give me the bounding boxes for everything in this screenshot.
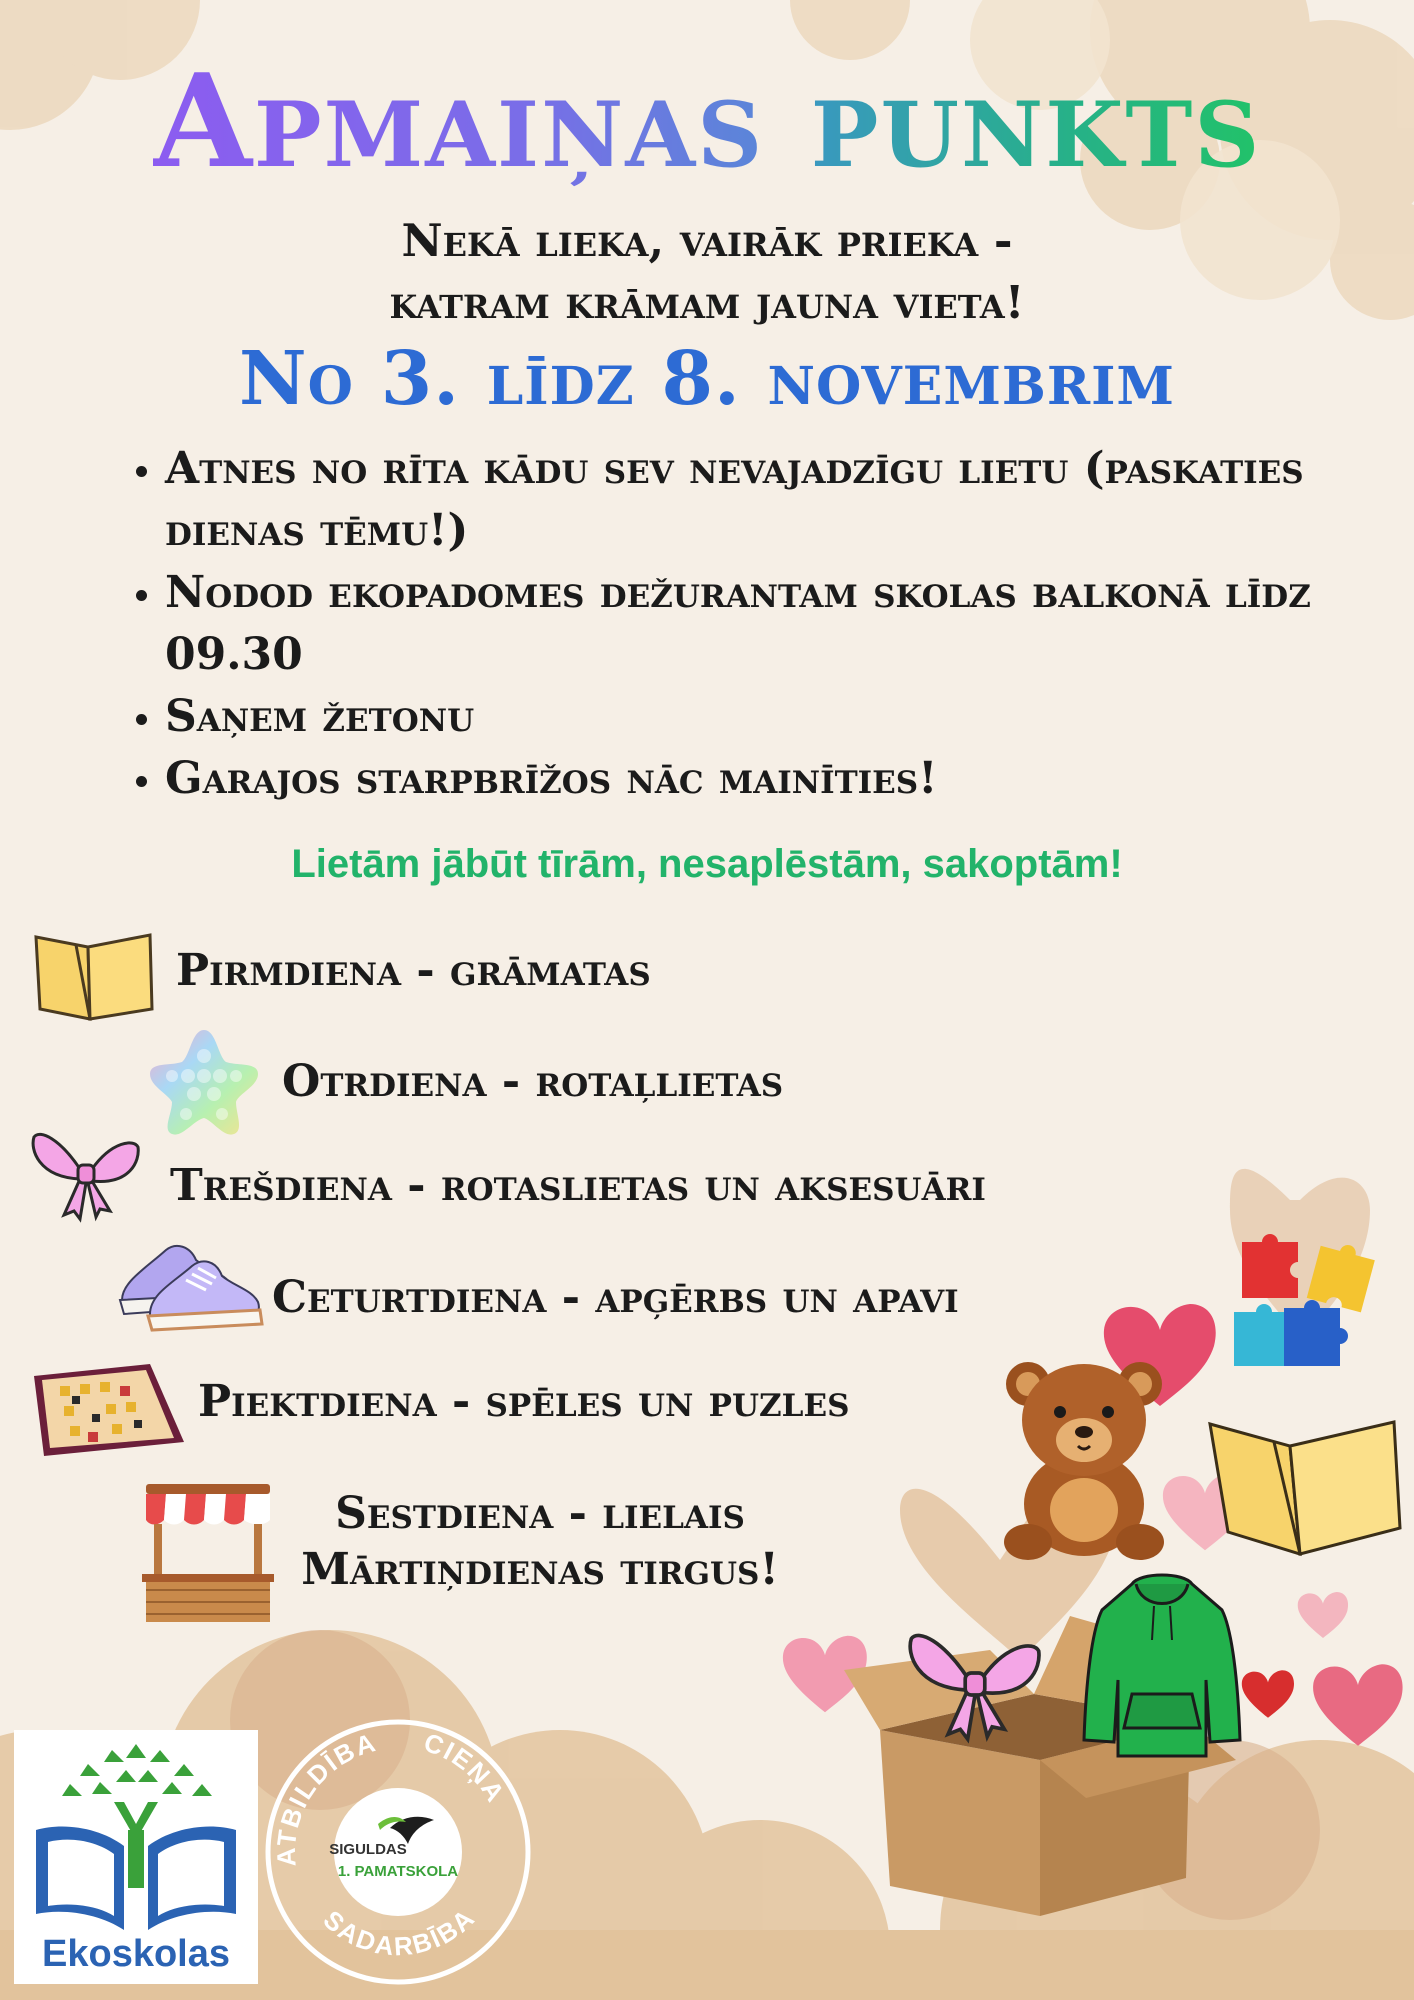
heart-icon bbox=[1240, 1668, 1296, 1720]
condition-note: Lietām jābūt tīrām, nesaplēstām, sakoptām! bbox=[291, 842, 1123, 886]
hoodie-icon bbox=[1082, 1570, 1242, 1760]
day-saturday-line-2: Mārtiņdienas tirgus! bbox=[301, 1544, 779, 1595]
event-dates: No 3. līdz 8. novembrim bbox=[239, 336, 1175, 422]
badge-word-atbildiba: ATBILDĪBA bbox=[270, 1726, 381, 1868]
board-game-icon bbox=[30, 1362, 188, 1458]
step-item: • Nodod ekopadomes dežurantam skolas balkonā līdz 09.30 bbox=[165, 562, 1365, 686]
badge-word-ciena: CIEŅA bbox=[420, 1726, 512, 1809]
bow-icon bbox=[30, 1125, 142, 1223]
step-item: • Garajos starpbrīžos nāc mainīties! bbox=[165, 748, 1365, 810]
day-friday: Piektdiena - spēles un puzles bbox=[198, 1376, 850, 1427]
step-item: • Saņem žetonu bbox=[165, 686, 1365, 748]
day-thursday: Ceturtdiena - apģērbs un apavi bbox=[272, 1272, 959, 1323]
pop-it-star-icon bbox=[146, 1026, 262, 1138]
title-word-2: punkts bbox=[810, 47, 1262, 197]
bow-icon bbox=[900, 1624, 1050, 1744]
ekoskolas-tree-book-icon bbox=[14, 1730, 258, 1940]
ekoskolas-logo bbox=[14, 1730, 258, 1984]
school-badge-logo bbox=[262, 1716, 534, 1988]
teddy-bear-icon bbox=[994, 1354, 1174, 1564]
market-stall-icon bbox=[140, 1480, 276, 1626]
school-name-line-2: 1. PAMATSKOLA bbox=[337, 1863, 459, 1880]
subtitle-line-1: Nekā lieka, vairāk prieka - bbox=[401, 214, 1013, 267]
book-icon bbox=[28, 925, 158, 1025]
day-wednesday: Trešdiena - rotaslietas un aksesuāri bbox=[170, 1160, 986, 1211]
day-monday: Pirmdiena - grāmatas bbox=[176, 945, 651, 996]
title-word-1: Apmaiņas bbox=[152, 47, 765, 197]
badge-word-sadarbiba: SADARBĪBA bbox=[317, 1902, 482, 1962]
step-item: • Atnes no rīta kādu sev nevajadzīgu lietu (paskaties dienas tēmu!) bbox=[165, 438, 1365, 562]
sneakers-icon bbox=[116, 1230, 268, 1336]
subtitle bbox=[0, 210, 1414, 334]
book-icon bbox=[1204, 1400, 1404, 1560]
puzzle-icon bbox=[1222, 1222, 1382, 1382]
day-saturday-line-1: Sestdiena - lielais bbox=[335, 1488, 745, 1539]
school-name-line-1: SIGULDAS bbox=[329, 1841, 407, 1858]
heart-icon bbox=[1310, 1660, 1406, 1750]
page-title bbox=[0, 47, 1414, 197]
ekoskolas-label: Ekoskolas bbox=[42, 1933, 230, 1975]
day-saturday bbox=[270, 1486, 810, 1598]
subtitle-line-2: katram krāmam jauna vieta! bbox=[389, 276, 1025, 329]
heart-icon bbox=[1296, 1590, 1350, 1640]
day-tuesday: Otrdiena - rotaļlietas bbox=[282, 1056, 784, 1107]
steps-list bbox=[120, 438, 1365, 810]
